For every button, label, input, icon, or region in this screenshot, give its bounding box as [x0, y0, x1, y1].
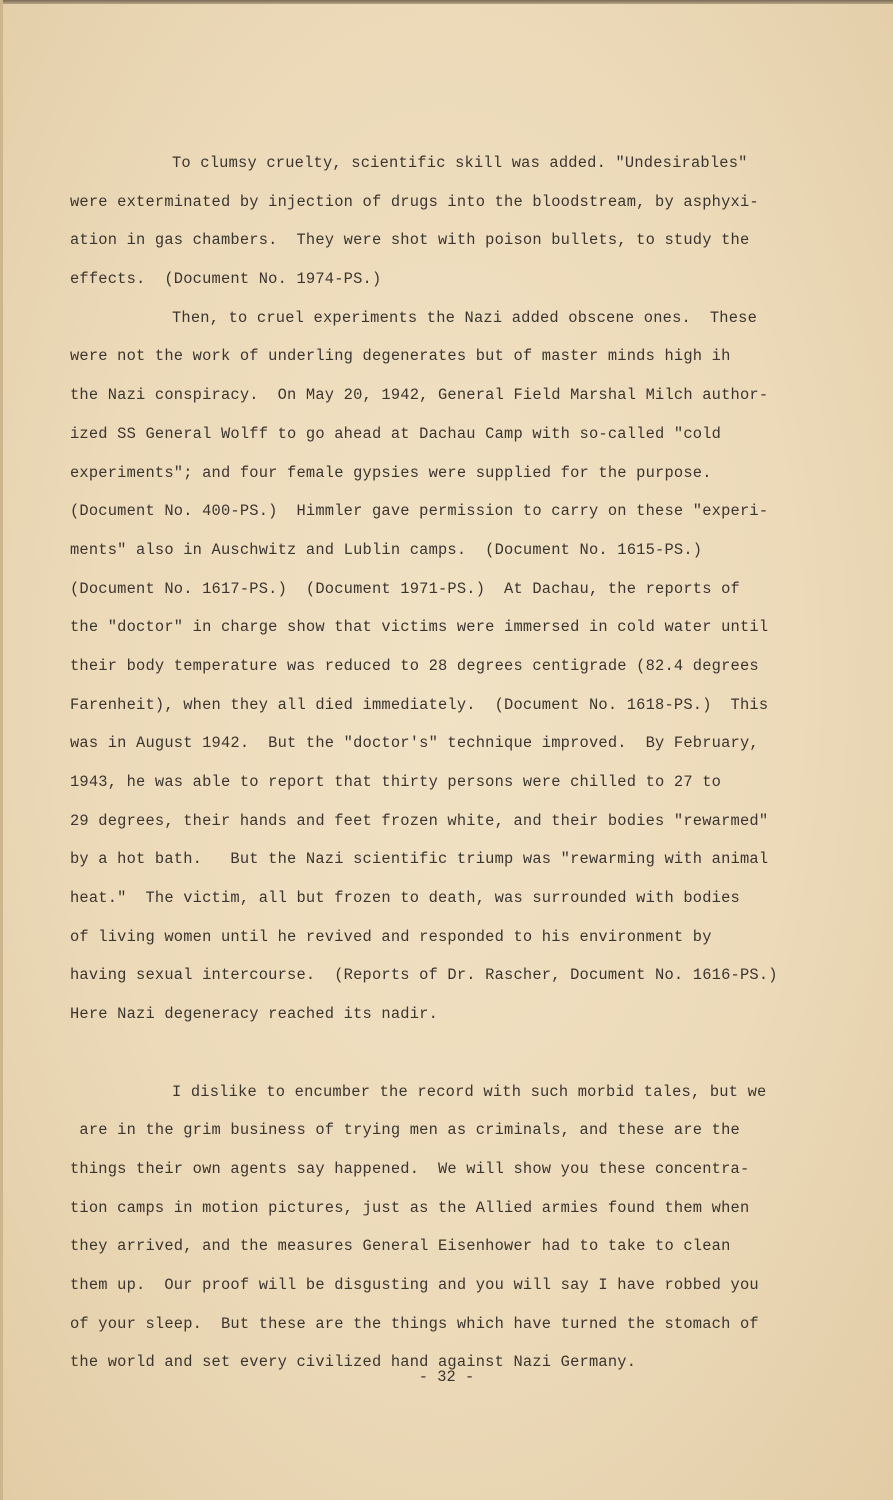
- text-line: their body temperature was reduced to 28 degrees centigrade (82.4 degrees: [70, 656, 759, 675]
- text-line: To clumsy cruelty, scientific skill was added. "Undesirables": [172, 154, 748, 172]
- body-text: [70, 150, 800, 1388]
- text-line: the Nazi conspiracy. On May 20, 1942, General Field Marshal Milch author-: [70, 386, 769, 405]
- text-line: the "doctor" in charge show that victims were immersed in cold water until: [70, 618, 769, 637]
- text-line: 29 degrees, their hands and feet frozen white, and their bodies "rewarmed": [70, 811, 769, 830]
- text-line: they arrived, and the measures General Eisenhower had to take to clean: [70, 1237, 731, 1256]
- text-line: were not the work of underling degenerates but of master minds high ih: [70, 347, 731, 366]
- text-line: are in the grim business of trying men as criminals, and these are the: [70, 1121, 740, 1140]
- text-line: of your sleep. But these are the things which have turned the stomach of: [70, 1314, 759, 1333]
- text-line: was in August 1942. But the "doctor's" technique improved. By February,: [70, 734, 759, 753]
- paragraph-spacer: [70, 1040, 800, 1079]
- text-line: Farenheit), when they all died immediately. (Document No. 1618-PS.) This: [70, 695, 769, 714]
- text-line: I dislike to encumber the record with such morbid tales, but we: [172, 1082, 767, 1101]
- text-line: things their own agents say happened. We will show you these concentra-: [70, 1159, 750, 1178]
- text-line: by a hot bath. But the Nazi scientific triump was "rewarming with animal: [70, 850, 769, 869]
- text-line: ized SS General Wolff to go ahead at Dachau Camp with so-called "cold: [70, 424, 722, 443]
- text-line: having sexual intercourse. (Reports of Dr. Rascher, Document No. 1616-PS.): [70, 966, 778, 985]
- page-top-edge: [0, 0, 893, 4]
- page-number: - 32 -: [418, 1368, 475, 1386]
- text-line: ation in gas chambers. They were shot with poison bullets, to study the: [70, 231, 750, 250]
- text-line: tion camps in motion pictures, just as the Allied armies found them when: [70, 1198, 750, 1217]
- text-line: experiments"; and four female gypsies were supplied for the purpose.: [70, 463, 712, 482]
- text-line: ments" also in Auschwitz and Lublin camps. (Document No. 1615-PS.): [70, 540, 703, 559]
- text-line: 1943, he was able to report that thirty persons were chilled to 27 to: [70, 773, 722, 791]
- page-left-edge: [0, 0, 3, 1500]
- text-line: them up. Our proof will be disgusting and you will say I have robbed you: [70, 1275, 759, 1294]
- paragraph-3: [70, 1079, 800, 1389]
- text-line: (Document No. 400-PS.) Himmler gave permission to carry on these "experi-: [70, 502, 769, 521]
- text-line: effects. (Document No. 1974-PS.): [70, 270, 382, 289]
- text-line: the world and set every civilized hand against Nazi Germany.: [70, 1353, 637, 1372]
- paragraph-1: [70, 150, 800, 305]
- text-line: of living women until he revived and responded to his environment by: [70, 927, 712, 946]
- text-line: heat." The victim, all but frozen to death, was surrounded with bodies: [70, 889, 740, 908]
- paragraph-2: [70, 305, 800, 1040]
- text-line: Here Nazi degeneracy reached its nadir.: [70, 1005, 438, 1024]
- text-line: Then, to cruel experiments the Nazi added obscene ones. These: [172, 308, 758, 327]
- text-line: (Document No. 1617-PS.) (Document 1971-PS.) At Dachau, the reports of: [70, 579, 740, 598]
- text-line: were exterminated by injection of drugs into the bloodstream, by asphyxi-: [70, 192, 759, 211]
